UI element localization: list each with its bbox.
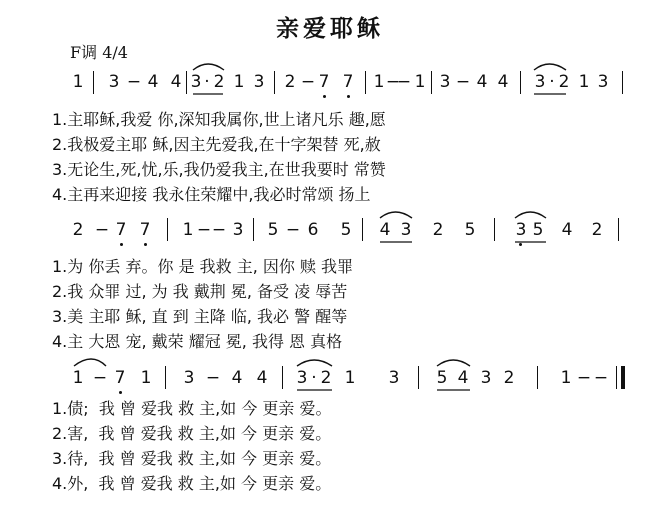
note: 2 <box>591 220 603 240</box>
note: 2 <box>503 368 515 388</box>
note: − <box>205 368 221 388</box>
note: 1 <box>72 72 84 92</box>
note: 3 <box>388 368 400 388</box>
note: − <box>300 72 316 92</box>
slur <box>515 212 546 218</box>
note: 4 <box>476 72 488 92</box>
note: 1 <box>414 72 426 92</box>
note: 1 <box>182 220 194 240</box>
note: 5 <box>340 220 352 240</box>
slur <box>437 360 470 366</box>
note: 6 <box>307 220 319 240</box>
note: − <box>396 72 412 92</box>
note: 3 <box>400 220 412 240</box>
note: 7 <box>342 72 354 92</box>
note: 4 <box>231 368 243 388</box>
note: 1 <box>373 72 385 92</box>
note: 1 <box>140 368 152 388</box>
note: · <box>311 368 317 388</box>
lyric-line: 3.美 主耶 稣, 直 到 主降 临, 我必 警 醒等 <box>52 307 348 326</box>
note: · <box>204 72 210 92</box>
note: 4 <box>497 72 509 92</box>
key-signature: F调 4/4 <box>70 43 128 62</box>
note: 2 <box>72 220 84 240</box>
note: 4 <box>379 220 391 240</box>
lyric-line: 2.我 众罪 过, 为 我 戴荆 冕, 备受 凌 辱苦 <box>52 282 348 301</box>
note: − <box>196 220 212 240</box>
lyric-line: 2.我极爱主耶 稣,因主先爱我,在十字架替 死,赦 <box>52 135 381 154</box>
note: 2 <box>320 368 332 388</box>
lyric-line: 1.债; 我 曾 爱我 救 主,如 今 更亲 爱。 <box>52 399 332 418</box>
note: − <box>593 368 609 388</box>
lyric-line: 3.无论生,死,忧,乐,我仍爱我主,在世我要时 常赞 <box>52 160 386 179</box>
note: 4 <box>457 368 469 388</box>
note: 1 <box>560 368 572 388</box>
note: 3 <box>108 72 120 92</box>
note: 2 <box>558 72 570 92</box>
note: 3 <box>190 72 202 92</box>
lyric-line: 4.主 大恩 宠, 戴荣 耀冠 冕, 我得 恩 真格 <box>52 332 343 351</box>
note: 7 <box>139 220 151 240</box>
note: − <box>455 72 471 92</box>
note: 7 <box>115 220 127 240</box>
note: 1 <box>578 72 590 92</box>
note: 1 <box>344 368 356 388</box>
slur <box>74 359 106 366</box>
note: 2 <box>432 220 444 240</box>
slur <box>297 360 332 366</box>
note: 5 <box>464 220 476 240</box>
lyric-line: 1.为 你丢 弃。你 是 我救 主, 因你 赎 我罪 <box>52 257 354 276</box>
note: 3 <box>480 368 492 388</box>
song-title: 亲爱耶稣 <box>276 16 384 42</box>
note: − <box>94 220 110 240</box>
lyric-line: 3.待, 我 曾 爱我 救 主,如 今 更亲 爱。 <box>52 449 332 468</box>
note: − <box>385 72 401 92</box>
lyric-line: 1.主耶稣,我爱 你,深知我属你,世上诸凡乐 趣,愿 <box>52 110 386 129</box>
note: − <box>211 220 227 240</box>
slur <box>193 64 224 70</box>
note: 4 <box>561 220 573 240</box>
note: 5 <box>532 220 544 240</box>
note: 4 <box>147 72 159 92</box>
note: 3 <box>253 72 265 92</box>
slur <box>380 212 412 218</box>
note: − <box>285 220 301 240</box>
note: 1 <box>233 72 245 92</box>
lyric-line: 2.害, 我 曾 爱我 救 主,如 今 更亲 爱。 <box>52 424 332 443</box>
note: 3 <box>515 220 527 240</box>
note: 7 <box>318 72 330 92</box>
lyric-line: 4.主再来迎接 我永住荣耀中,我必时常颂 扬上 <box>52 185 371 204</box>
lyric-line: 4.外, 我 曾 爱我 救 主,如 今 更亲 爱。 <box>52 474 332 493</box>
note: · <box>549 72 555 92</box>
note: 3 <box>232 220 244 240</box>
note: − <box>576 368 592 388</box>
note: 1 <box>72 368 84 388</box>
note: − <box>126 72 142 92</box>
note: − <box>92 368 108 388</box>
note: 5 <box>267 220 279 240</box>
note: 7 <box>114 368 126 388</box>
note: 4 <box>170 72 182 92</box>
note: 4 <box>256 368 268 388</box>
note: 5 <box>436 368 448 388</box>
note: 3 <box>296 368 308 388</box>
note: 3 <box>597 72 609 92</box>
note: 3 <box>183 368 195 388</box>
slur <box>534 64 566 70</box>
note: 3 <box>534 72 546 92</box>
note: 2 <box>213 72 225 92</box>
note: 2 <box>284 72 296 92</box>
note: 3 <box>439 72 451 92</box>
